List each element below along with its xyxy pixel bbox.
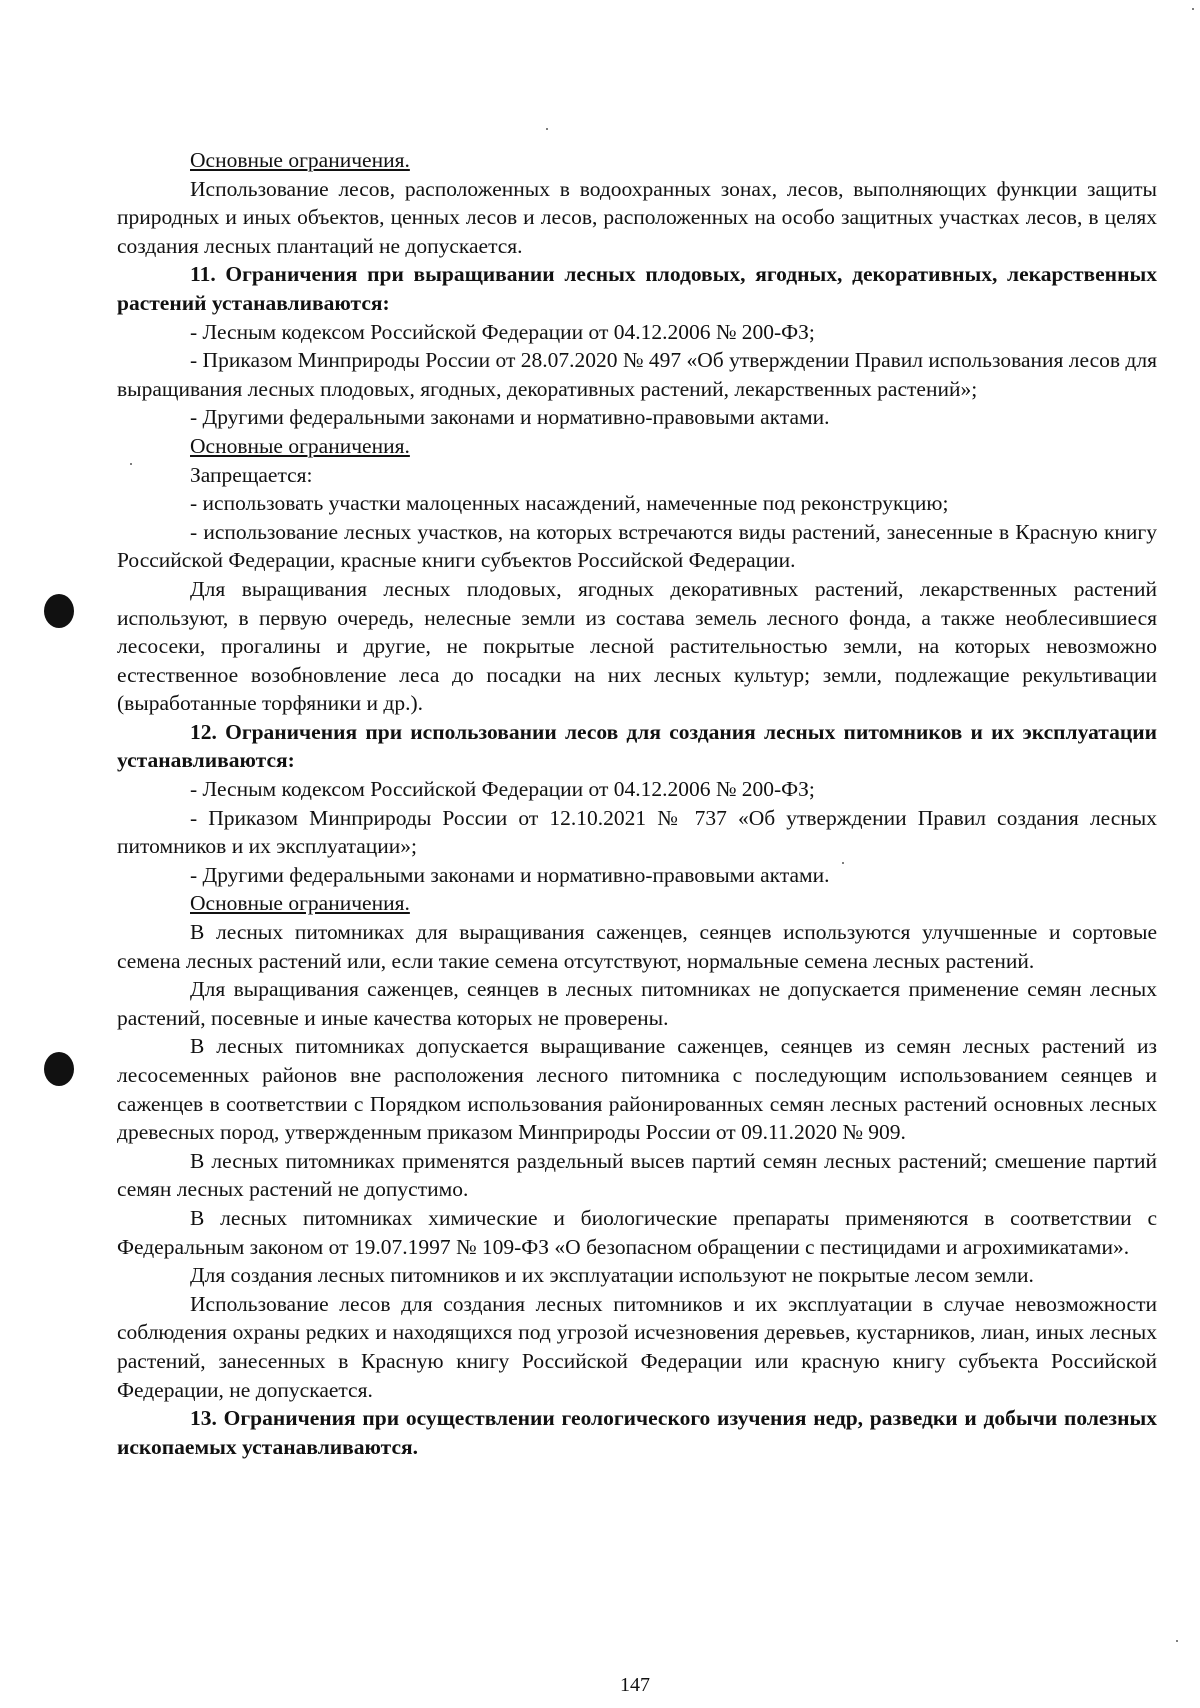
section-subheading: Основные ограничения. [190,148,410,172]
scan-speck [1176,1640,1178,1642]
body-paragraph: В лесных питомниках химические и биологические препараты применяются в соответствии с Федеральным законом от 19.07.1997 № 109-ФЗ «О безопасном обращении с пестицидами и агрохимикатами». [117,1205,1157,1259]
body-paragraph: Использование лесов для создания лесных питомников и их эксплуатации в случае невозможности соблюдения охраны редких и находящихся под угрозой исчезновения деревьев, кустарников, лиан, иных лесных растений, занесенных в Красную книгу Российской Федерации или красную книгу субъекта Российской Федерации, не допускается. [117,1291,1157,1402]
punch-hole [44,594,74,628]
list-item: - использование лесных участков, на которых встречаются виды растений, занесенные в Красную книгу Российской Федерации, красные книги субъектов Российской Федерации. [117,519,1157,573]
body-paragraph: В лесных питомниках применятся раздельный высев партий семян лесных растений; смешение партий семян лесных растений не допустимо. [117,1148,1157,1202]
scan-speck [1192,8,1194,10]
section-subheading: Основные ограничения. [190,433,410,458]
list-item: - Приказом Минприроды России от 12.10.2021 № 737 «Об утверждении Правил создания лесных питомников и их эксплуатации»; [117,805,1157,859]
body-paragraph: Для создания лесных питомников и их эксплуатации используют не покрытые лесом земли. [190,1263,1034,1288]
body-paragraph: В лесных питомниках для выращивания саженцев, сеянцев используются улучшенные и сортовые семена лесных растений или, если такие семена отсутствуют, нормальные семена лесных растений. [117,920,1157,973]
section-heading-12: 12. Ограничения при использовании лесов для создания лесных питомников и их эксплуатации устанавливаются: [117,719,1157,773]
list-item: - Лесным кодексом Российской Федерации от 04.12.2006 № 200-ФЗ; [190,319,815,344]
list-item: - Приказом Минприроды России от 28.07.2020 № 497 «Об утверждении Правил использования лесов для выращивания лесных плодовых, ягодных, декоративных растений, лекарственных растений»; [117,348,1157,401]
list-item: - использовать участки малоценных насаждений, намеченные под реконструкцию; [190,491,949,516]
section-subheading: Основные ограничения. [190,891,410,916]
punch-hole [44,1052,74,1086]
body-paragraph: В лесных питомниках допускается выращивание саженцев, сеянцев из семян лесных растений из лесосеменных районов вне расположения лесного питомника с последующим использованием сеянцев и саженцев в соответствии с Порядком использования районированных семян лесных растений основных лесных древесных пород, утвержденным приказом Минприроды России от 09.11.2020 № 909. [117,1034,1157,1145]
body-paragraph: Использование лесов, расположенных в водоохранных зонах, лесов, выполняющих функции защиты природных и иных объектов, ценных лесов и лесов, расположенных на особо защитных участках лесов, в целях создания лесных плантаций не допускается. [117,176,1157,258]
section-heading-11: 11. Ограничения при выращивании лесных плодовых, ягодных, декоративных, лекарственных растений устанавливаются: [117,262,1157,315]
scan-speck [546,128,548,130]
list-item: - Другими федеральными законами и нормативно-правовыми актами. [190,405,830,430]
list-item: - Другими федеральными законами и нормативно-правовыми актами. [190,862,830,887]
page-number: 147 [620,1674,650,1696]
body-paragraph: Для выращивания лесных плодовых, ягодных декоративных растений, лекарственных растений используют, в первую очередь, нелесные земли из состава земель лесного фонда, а также необлесившиеся лесосеки, прогалины и другие, не покрытые лесной растительностью земли, на которых невозможно естественное возобновление леса до посадки на них лесных культур; земли, подлежащие рекультивации (выработанные торфяники и др.). [117,576,1157,716]
list-item: - Лесным кодексом Российской Федерации от 04.12.2006 № 200-ФЗ; [190,777,815,802]
document-body [117,146,1157,1461]
body-paragraph: Запрещается: [190,462,313,487]
body-paragraph: Для выращивания саженцев, сеянцев в лесных питомниках не допускается применение семян лесных растений, посевные и иные качества которых не проверены. [117,977,1157,1030]
section-heading-13: 13. Ограничения при осуществлении геологического изучения недр, разведки и добычи полезных ископаемых устанавливаются. [117,1406,1157,1459]
